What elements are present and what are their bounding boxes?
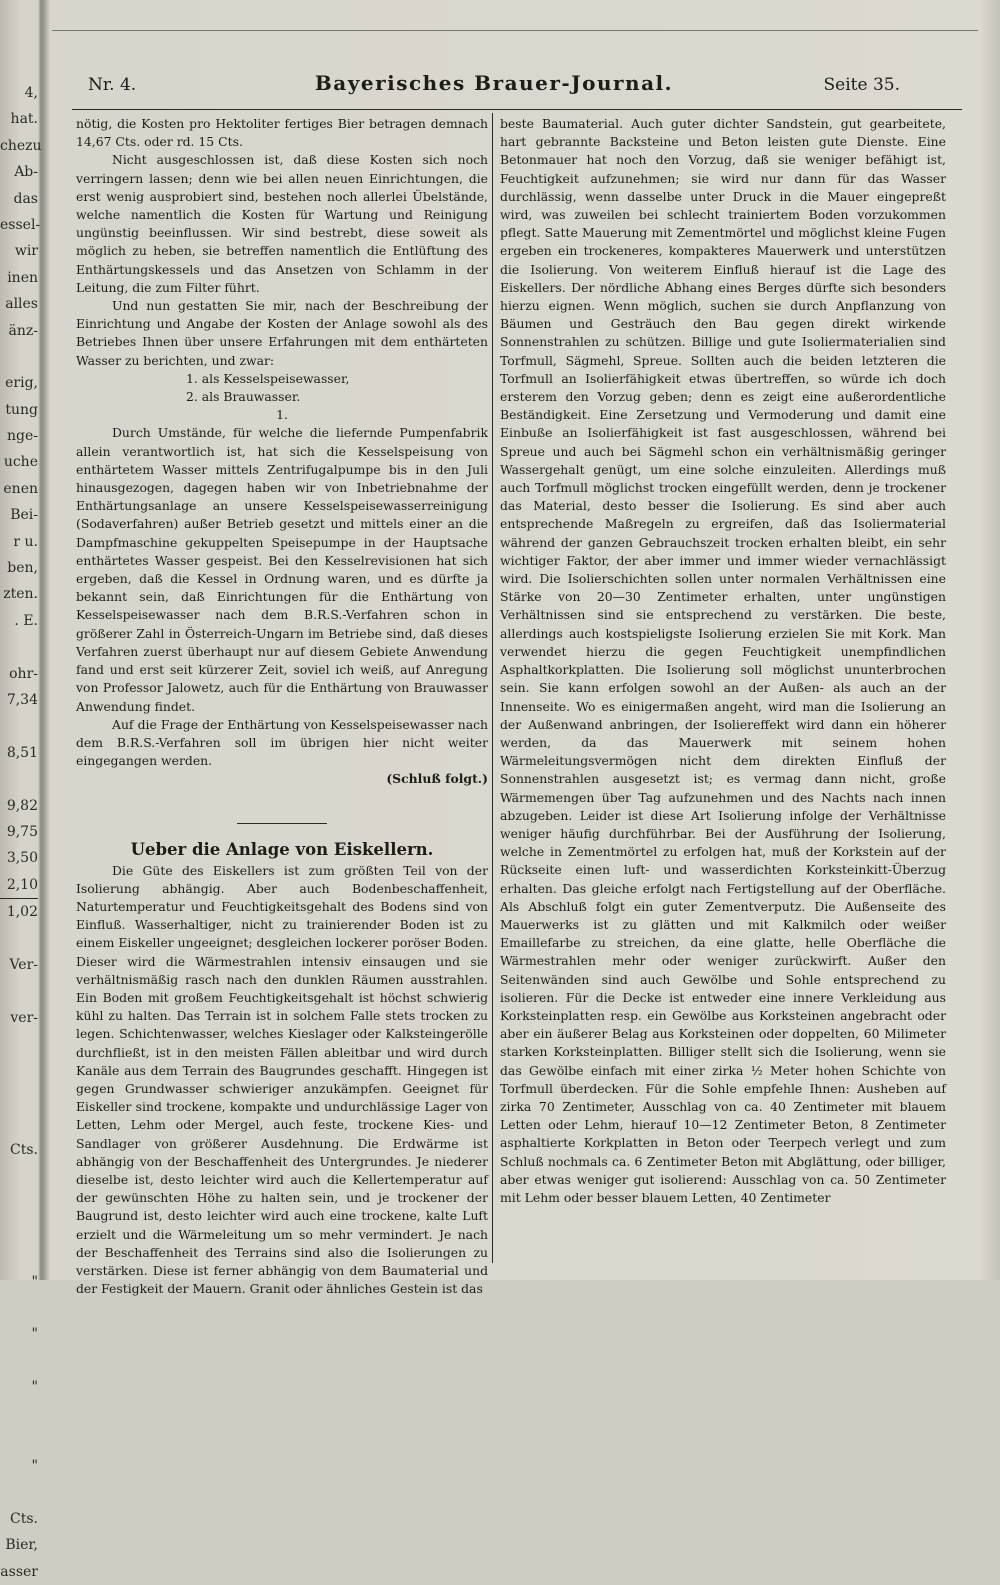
right-column (500, 115, 946, 1207)
margin-fragment: inen (7, 269, 38, 286)
list-item: 1. als Kesselspeisewasser, (186, 370, 350, 386)
margin-fragment: . E. (14, 612, 38, 629)
margin-fragment: das (13, 190, 38, 207)
margin-fragment: r u. (13, 533, 38, 550)
margin-fragment: Cts. (10, 1141, 38, 1158)
previous-page-fragment (0, 80, 42, 1580)
margin-fragment: wir (14, 243, 38, 260)
margin-fragment (0, 978, 38, 1004)
continuation-note: (Schluß folgt.) (386, 771, 488, 787)
margin-fragment: 4, (24, 85, 38, 101)
margin-fragment: uche (3, 454, 38, 471)
left-column (76, 115, 488, 1298)
margin-fragment: Cts. (10, 1511, 38, 1528)
margin-fragment: 9,82 (6, 797, 38, 814)
margin-fragment: " (31, 1326, 38, 1343)
issue-number: Nr. 4. (88, 75, 137, 95)
margin-fragment: 2,10 (0, 872, 38, 899)
margin-fragment (0, 1216, 38, 1242)
margin-fragment (0, 1110, 38, 1136)
margin-fragment (0, 1401, 38, 1427)
margin-fragment: ver- (10, 1009, 38, 1026)
margin-fragment (0, 926, 38, 952)
margin-fragment: alles (5, 296, 38, 313)
margin-fragment: erig, (5, 375, 38, 392)
header-rule (72, 109, 962, 110)
margin-fragment (0, 1163, 38, 1189)
margin-fragment (0, 1189, 38, 1215)
margin-fragment: Ver- (9, 956, 38, 973)
margin-fragment: " (31, 1458, 38, 1475)
page-number: Seite 35. (823, 75, 900, 95)
margin-fragment: 1,02 (6, 904, 38, 921)
margin-fragment (0, 1057, 38, 1083)
paragraph: beste Baumaterial. Auch guter dichter Sandstein, gut gearbeitete, hart gebrannte Backsteine und Beton leisten gute Dienste. Eine Betonmauer hat noch den Vorzug, daß sie weniger befähigt ist, Feuchtigkeit aufzunehmen; sie wird nur dann für das Wasser durchlässig, wenn dasselbe unter Druck in die Mauer eingepreßt wird, was zuweilen bei schlecht trainiertem Boden vorzukommen pflegt. Satte Mauerung mit Zementmörtel und möglichst kleine Fugen ergeben ein trockeneres, kompakteres Mauerwerk und unterstützen die Isolierung. Von weiterem Einfluß hierauf ist die Lage des Eiskellers. Der nördliche Abhang eines Berges dürfte sich besonders hierzu eignen. Wenn möglich, suchen sie durch Anpflanzung von Bäumen und Gesträuch den Bau gegen direkt wirkende Sonnenstrahlen zu schützen. Billige und gute Isoliermaterialien sind Torfmull, Sägmehl, Spreue. Sollten auch die beiden letzteren die Torfmull an Isolierfähigkeit etwas übertreffen, so würde ich doch ersterem den Vorzug geben; denn es zeigt eine außerordentliche Beständigkeit. Eine Zersetzung und Vermoderung und damit eine Einbuße an Isolierfähigkeit ist fast ausgeschlossen, während bei Spreue und auch bei Sägmehl schon ein verhältnismäßig geringer Wassergehalt genügt, um eine solche einzuleiten. Allerdings muß auch Torfmull möglichst trocken eingefüllt werden, denn je trockener das Material, desto besser die Isolierung. Es sind aber auch entsprechende Maßregeln zu ergreifen, daß das Isoliermaterial während der ganzen Gebrauchszeit trocken erhalten bleibt, ein sehr wichtiger Faktor, der aber immer und immer wieder vernachlässigt wird. Die Isolierschichten sollen unter normalen Verhältnissen eine Stärke von 20—30 Zentimeter erhalten, unter ungünstigen Verhältnissen sind sie entsprechend zu verstärken. Die beste, allerdings auch kostspieligste Isolierung erzielen Sie mit Kork. Man verwendet hierzu die gegen Feuchtigkeit unempfindlichen Asphaltkorkplatten. Die Isolierung soll möglichst ununterbrochen sein. Sie kann erfolgen sowohl an der Außen- als auch an der Innenseite. Wo es einigermaßen angeht, wird man die Isolierung an der Außenwand anbringen, der Isoliereffekt wird dann ein höherer werden, da das Mauerwerk mit seinem hohen Wärmeleitungsvermögen nicht dem direkten Einfluß der Sonnenstrahlen ausgesetzt ist; es vermag dann nicht, große Wärmemengen über Tag aufzunehmen und des Nachts nach innen abzugeben. Leider ist diese Art Isolierung infolge der Verhältnisse weniger häufig durchführbar. Bei der Ausführung der Isolierung, welche in Zementmörtel zu erfolgen hat, muß der Korkstein auf der Rückseite einen luft- und wasserdichten Korksteinkitt-Überzug erhalten. Das gleiche erfolgt nach Fertigstellung auf der Oberfläche. Als Abschluß folgt ein guter Zementverputz. Die Außenseite des Mauerwerks ist zu glätten und mit Kalkmilch oder weißer Emaillefarbe zu streichen, da eine glatte, helle Oberfläche die Wärmestrahlen mehr oder weniger zurückwirft. Außer den Seitenwänden sind auch Gewölbe und Sohle entsprechend zu isolieren. Für die Decke ist entweder eine innere Verkleidung aus Korksteinplatten resp. ein Gewölbe aus Korksteinen angebracht oder aber ein äußerer Belag aus Korksteinen oder doppelten, 60 Milimeter starken Korksteinplatten. Billiger stellt sich die Isolierung, wenn sie das Gewölbe einfach mit einer zirka ½ Meter hohen Schichte von Torfmull überdecken. Für die Sohle empfehle Ihnen: Ausheben auf zirka 70 Zentimeter, Ausschlag von ca. 40 Zentimeter mit blauem Letten oder Lehm, hierauf 10—12 Zentimeter Beton, 8 Zentimeter asphaltierte Korkplatten in Beton oder Teerpech verlegt und zum Schluß nochmals ca. 6 Zentimeter Beton mit Abglättung, oder billiger, aber etwas weniger gut isolierend: Ausschlag von ca. 50 Zentimeter mit Lehm oder besser blauem Letten, 40 Zentimeter (500, 116, 946, 1205)
list-item: 2. als Brauwasser. (186, 389, 301, 405)
margin-fragment (0, 1427, 38, 1453)
margin-fragment: ben, (7, 560, 38, 577)
margin-fragment (0, 713, 38, 739)
margin-fragment (0, 1480, 38, 1506)
margin-fragment (0, 1348, 38, 1374)
margin-fragment: 7,34 (6, 691, 38, 708)
paragraph: Nicht ausgeschlossen ist, daß diese Kosten sich noch verringern lassen; denn wie bei allen neuen Einrichtungen, die erst wenig ausprobiert sind, bestehen noch allerlei Übelstände, welche namentlich die Kosten für Wartung und Reinigung ungünstig beeinflussen. Wir sind bestrebt, diese soweit als möglich zu heben, sie betreffen namentlich die Entlüftung des Enthärtungskessels und das Ansetzen von Schlamm in der Leitung, die zum Filter führt. (76, 152, 488, 295)
margin-fragment: hat. (10, 111, 38, 128)
subsection-number: 1. (276, 407, 288, 423)
margin-fragment: Bier, (5, 1537, 38, 1554)
margin-fragment: änz- (8, 322, 38, 339)
margin-fragment: essel- (0, 216, 41, 233)
section-separator (237, 823, 327, 824)
paragraph: Die Güte des Eiskellers ist zum größten Teil von der Isolierung abhängig. Aber auch Bodenbeschaffenheit, Naturtemperatur und Feuchtigkeitsgehalt des Bodens sind von Einfluß. Wasserhaltiger, nicht zu trainierender Boden ist zu einem Eiskeller ungeeignet; desgleichen lockerer poröser Boden. Dieser wird die Wärmestrahlen intensiv einsaugen und sie verhältnismäßig rasch nach den dunklen Räumen ausstrahlen. Ein Boden mit großem Feuchtigkeitsgehalt ist höchst schwierig kühl zu halten. Das Terrain ist in solchem Falle stets trocken zu legen. Schichtenwasser, welches Kieslager oder Kalksteingerölle durchfließt, ist in den meisten Fällen ableitbar und wird durch Kanäle aus dem Terrain des Baugrundes geschafft. Hingegen ist gegen Grundwasser schwieriger anzukämpfen. Geeignet für Eiskeller sind trockene, kompakte und undurchlässige Lager von Letten, Lehm oder Mergel, auch feste, trockene Kies- und Sandlager von größerer Ausdehnung. Die Erdwärme ist abhängig von der Beschaffenheit des Untergrundes. Je niederer dieselbe ist, desto leichter wird auch die Kellertemperatur auf der gewünschten Höhe zu halten sein, und je trockener der Baugrund ist, desto leichter wird auch eine trockene, kalte Luft erzielt und die Wärmeleitung um so mehr vermindert. Je nach der Beschaffenheit des Terrains sind also die Isolierungen zu verstärken. Diese ist ferner abhängig von dem Baumaterial und der Festigkeit der Mauern. Granit oder ähnliches Gestein ist das (76, 862, 488, 1297)
page-header (88, 71, 900, 101)
article-title: Ueber die Anlage von Eiskellern. (130, 839, 434, 859)
margin-fragment (0, 344, 38, 370)
paragraph: Durch Umstände, für welche die liefernde Pumpenfabrik allein verantwortlich ist, hat sich die Kesselspeisung von enthärtetem Wasser mittels Zentrifugalpumpe bis in den Juli hinausgezogen, dagegen haben wir von Inbetriebnahme der Enthärtungsanlage an unsere Kesselspeisewasserreinigung (Sodaverfahren) außer Betrieb gesetzt und mittels einer an die Dampfmaschine gekuppelten Speisepumpe in der Hauptsache enthärtetes Wasser gespeist. Bei den Kesselrevisionen hat sich ergeben, daß die Kessel in Ordnung waren, und es dürfte ja bekannt sein, daß Einrichtungen für die Enthärtung von Kesselspeisewasser nach dem B.R.S.-Verfahren schon in größerer Zahl in Österreich-Ungarn im Betriebe sind, daß dieses Verfahren zuerst überhaupt nur auf diesem Gebiete Anwendung fand und erst seit kürzerer Zeit, soviel ich weiß, auf Anregung von Professor Jalowetz, auch für die Enthärtung von Brauwasser Anwendung findet. (76, 425, 488, 714)
margin-fragment: 8,51 (6, 744, 38, 761)
margin-fragment: nge- (7, 428, 38, 445)
margin-fragment: Ab- (14, 164, 38, 181)
column-divider (492, 113, 493, 1263)
margin-fragment: zten. (3, 586, 38, 603)
margin-fragment (0, 1242, 38, 1268)
margin-fragment: 9,75 (6, 823, 38, 840)
margin-fragment (0, 766, 38, 792)
paragraph: Auf die Frage der Enthärtung von Kesselspeisewasser nach dem B.R.S.-Verfahren soll im übrigen hier nicht weiter eingegangen werden. (76, 716, 488, 769)
margin-fragment: enen (3, 480, 38, 497)
margin-fragment (0, 634, 38, 660)
margin-fragment: chezu (0, 137, 42, 154)
margin-fragment: " (31, 1273, 38, 1290)
margin-fragment: ohr- (9, 665, 38, 682)
margin-fragment: asser (0, 1563, 38, 1580)
margin-fragment (0, 1031, 38, 1057)
journal-title: Bayerisches Brauer-Journal. (314, 71, 674, 95)
paragraph: nötig, die Kosten pro Hektoliter fertiges Bier betragen demnach 14,67 Cts. oder rd. 15 Cts. (76, 116, 488, 150)
margin-fragment (0, 1295, 38, 1321)
margin-fragment: 3,50 (6, 850, 38, 867)
margin-fragment (0, 1084, 38, 1110)
margin-fragment: " (31, 1379, 38, 1396)
margin-fragment: Bei- (10, 507, 38, 524)
newspaper-page (52, 30, 978, 1297)
paragraph: Und nun gestatten Sie mir, nach der Beschreibung der Einrichtung und Angabe der Kosten der Anlage sowohl als des Betriebes Ihnen über unsere Erfahrungen mit dem enthärteten Wasser zu berichten, und zwar: (76, 298, 488, 368)
margin-fragment: tung (5, 401, 38, 418)
